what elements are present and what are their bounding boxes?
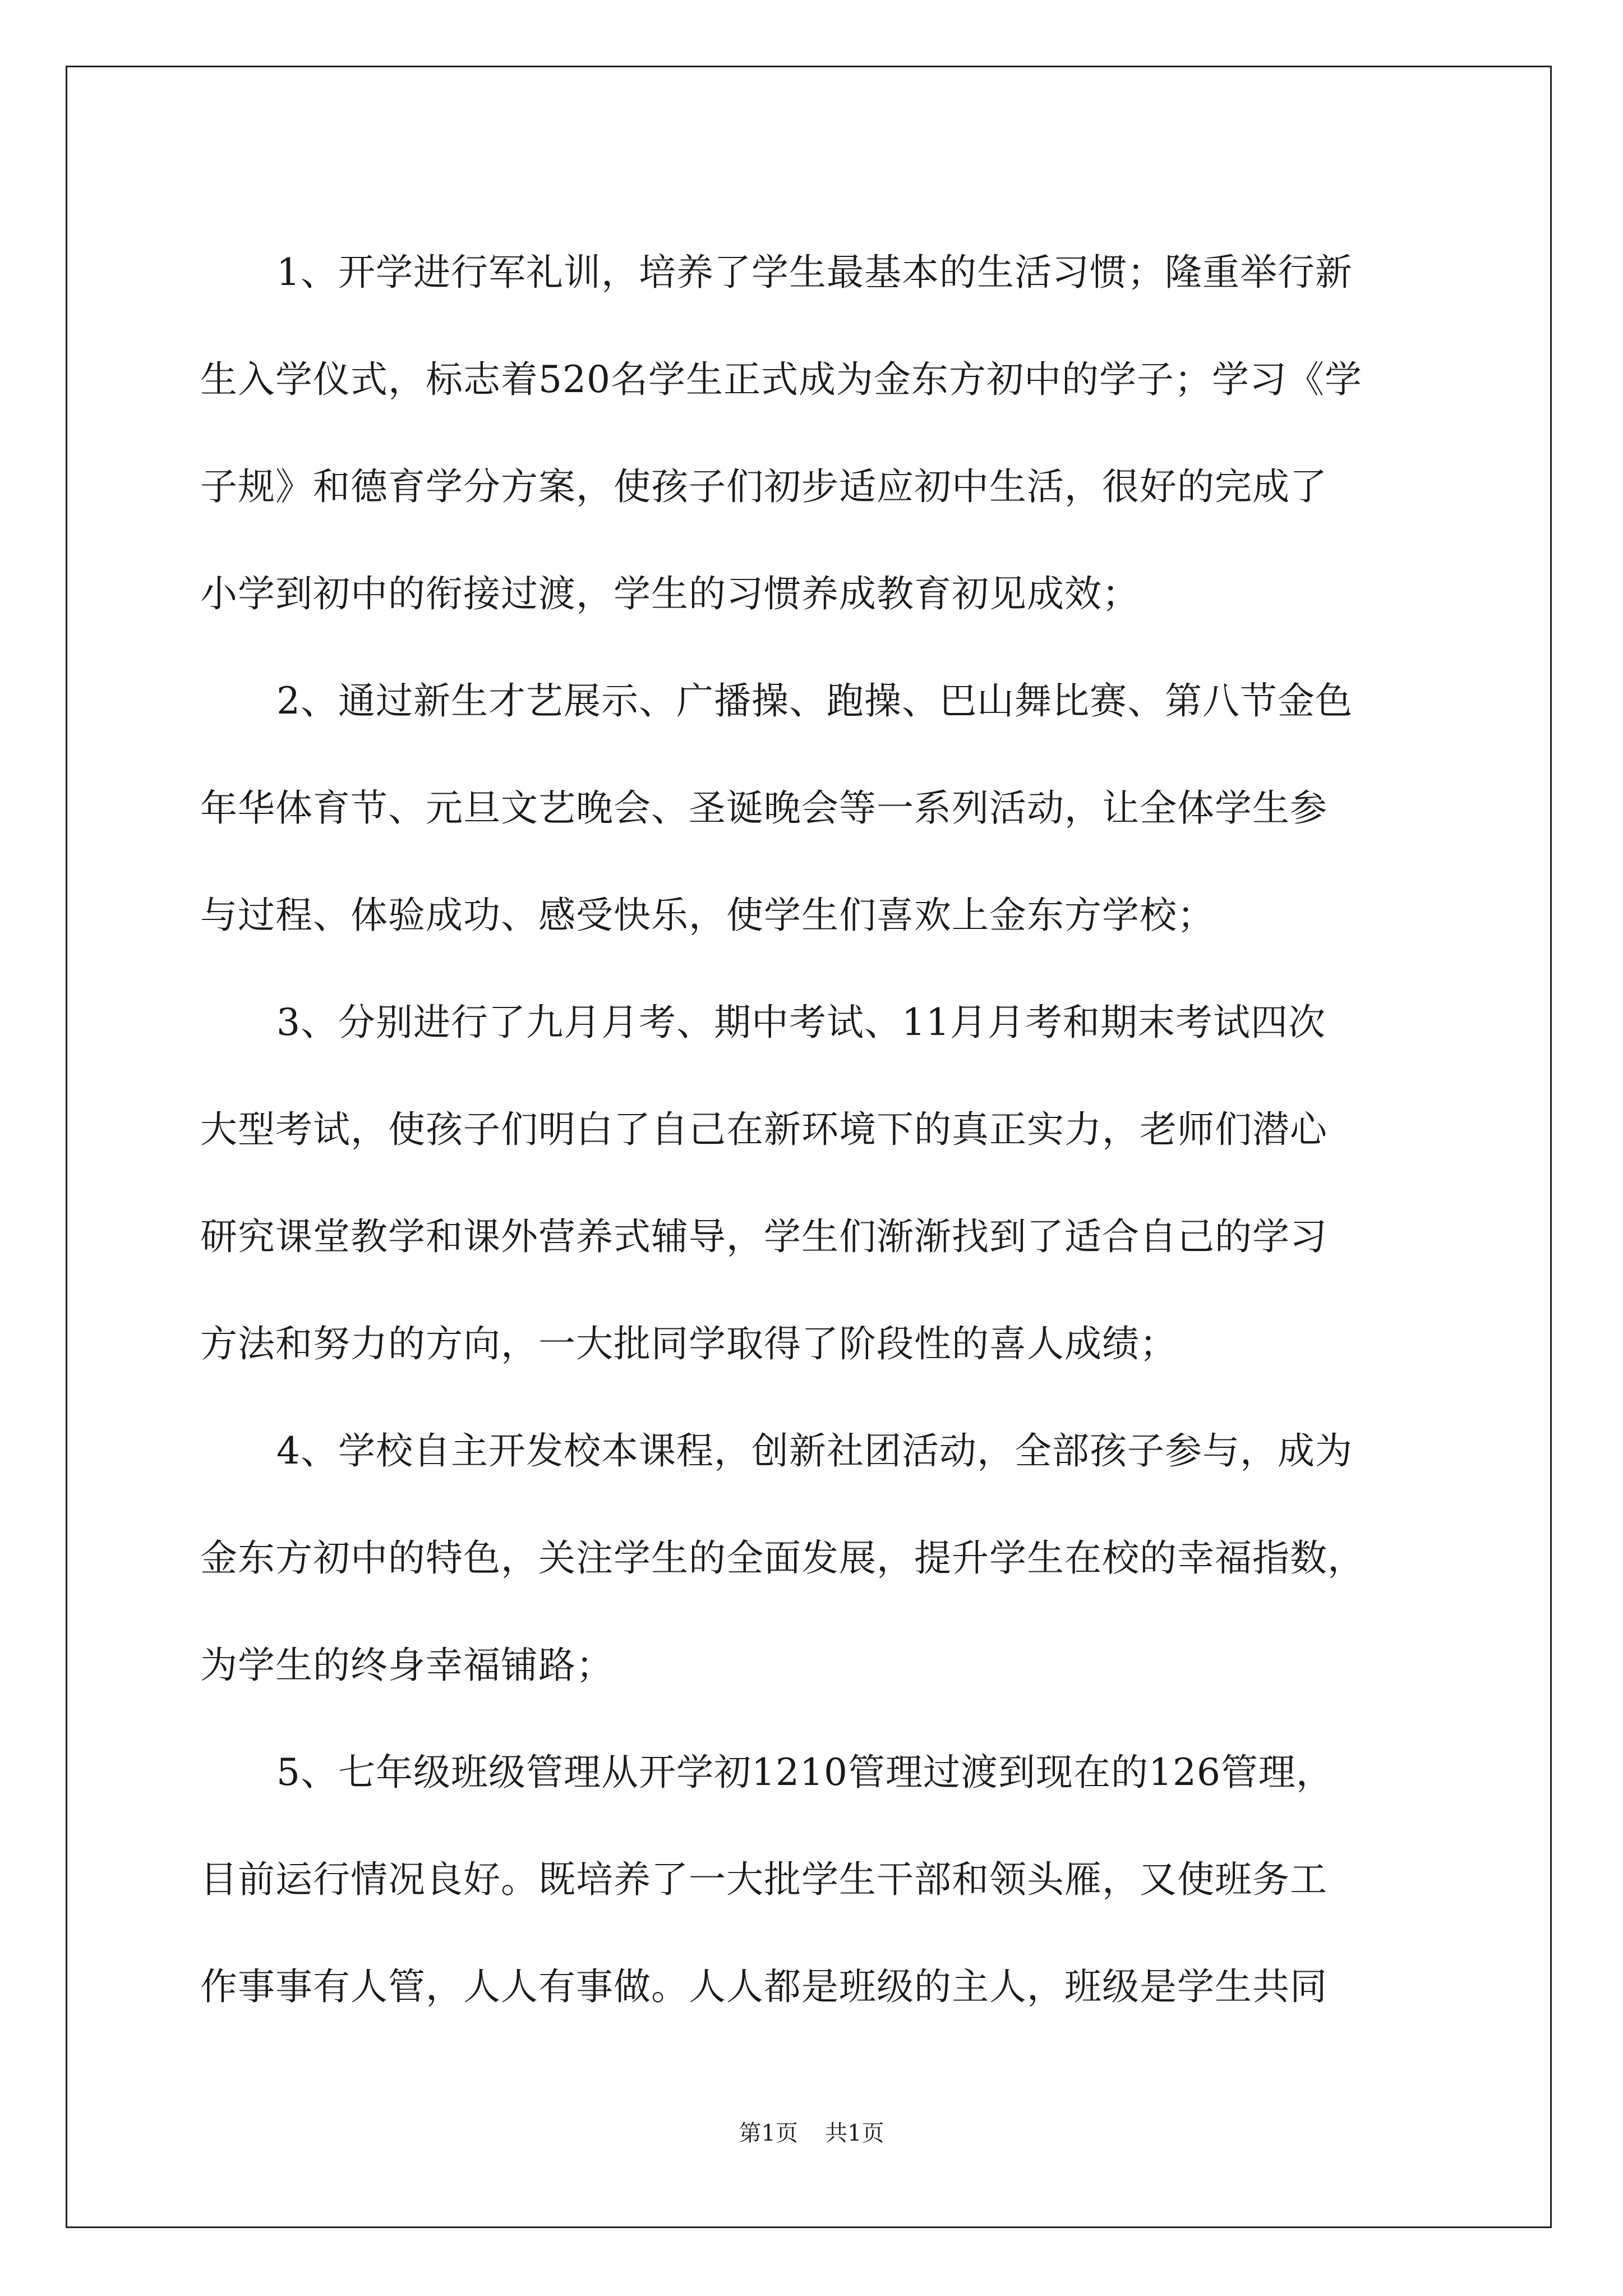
- paragraph-4: 4、学校自主开发校本课程，创新社团活动，全部孩子参与，成为 金东方初中的特色，关注学生的全面发展，提升学生在校的幸福指数， 为学生的终身幸福铺路；: [200, 1429, 1365, 1687]
- paragraph-5: 5、七年级班级管理从开学初1210管理过渡到现在的126管理， 目前运行情况良好。既培养了一大批学生干部和领头雁，又使班务工 作事事有人管，人人有事做。人人都是班级的主人，班级是学生共同: [200, 1751, 1334, 2008]
- page-number: 第1页: [739, 2120, 798, 2146]
- page-footer: [0, 2118, 1623, 2149]
- paragraph-3: 3、分别进行了九月月考、期中考试、11月月考和期末考试四次 大型考试，使孩子们明白了自己在新环境下的真正实力，老师们潜心 研究课堂教学和课外营养式辅导，学生们渐渐找到了适合自己的学习 方法和努力的方向，一大批同学取得了阶段性的喜人成绩；: [200, 1001, 1327, 1365]
- paragraph-1: 1、开学进行军礼训，培养了学生最基本的生活习惯；隆重举行新 生入学仪式，标志着520名学生正式成为金东方初中的学子；学习《学 子规》和德育学分方案，使孩子们初步适应初中生活，很好的完成了 小学到初中的衔接过渡，学生的习惯养成教育初见成效；: [200, 251, 1362, 615]
- paragraph-2: 2、通过新生才艺展示、广播操、跑操、巴山舞比赛、第八节金色 年华体育节、元旦文艺晚会、圣诞晚会等一系列活动，让全体学生参 与过程、体验成功、感受快乐，使学生们喜欢上金东方学校；: [200, 679, 1353, 937]
- page-total: 共1页: [825, 2120, 884, 2146]
- document-body: [200, 219, 1440, 2040]
